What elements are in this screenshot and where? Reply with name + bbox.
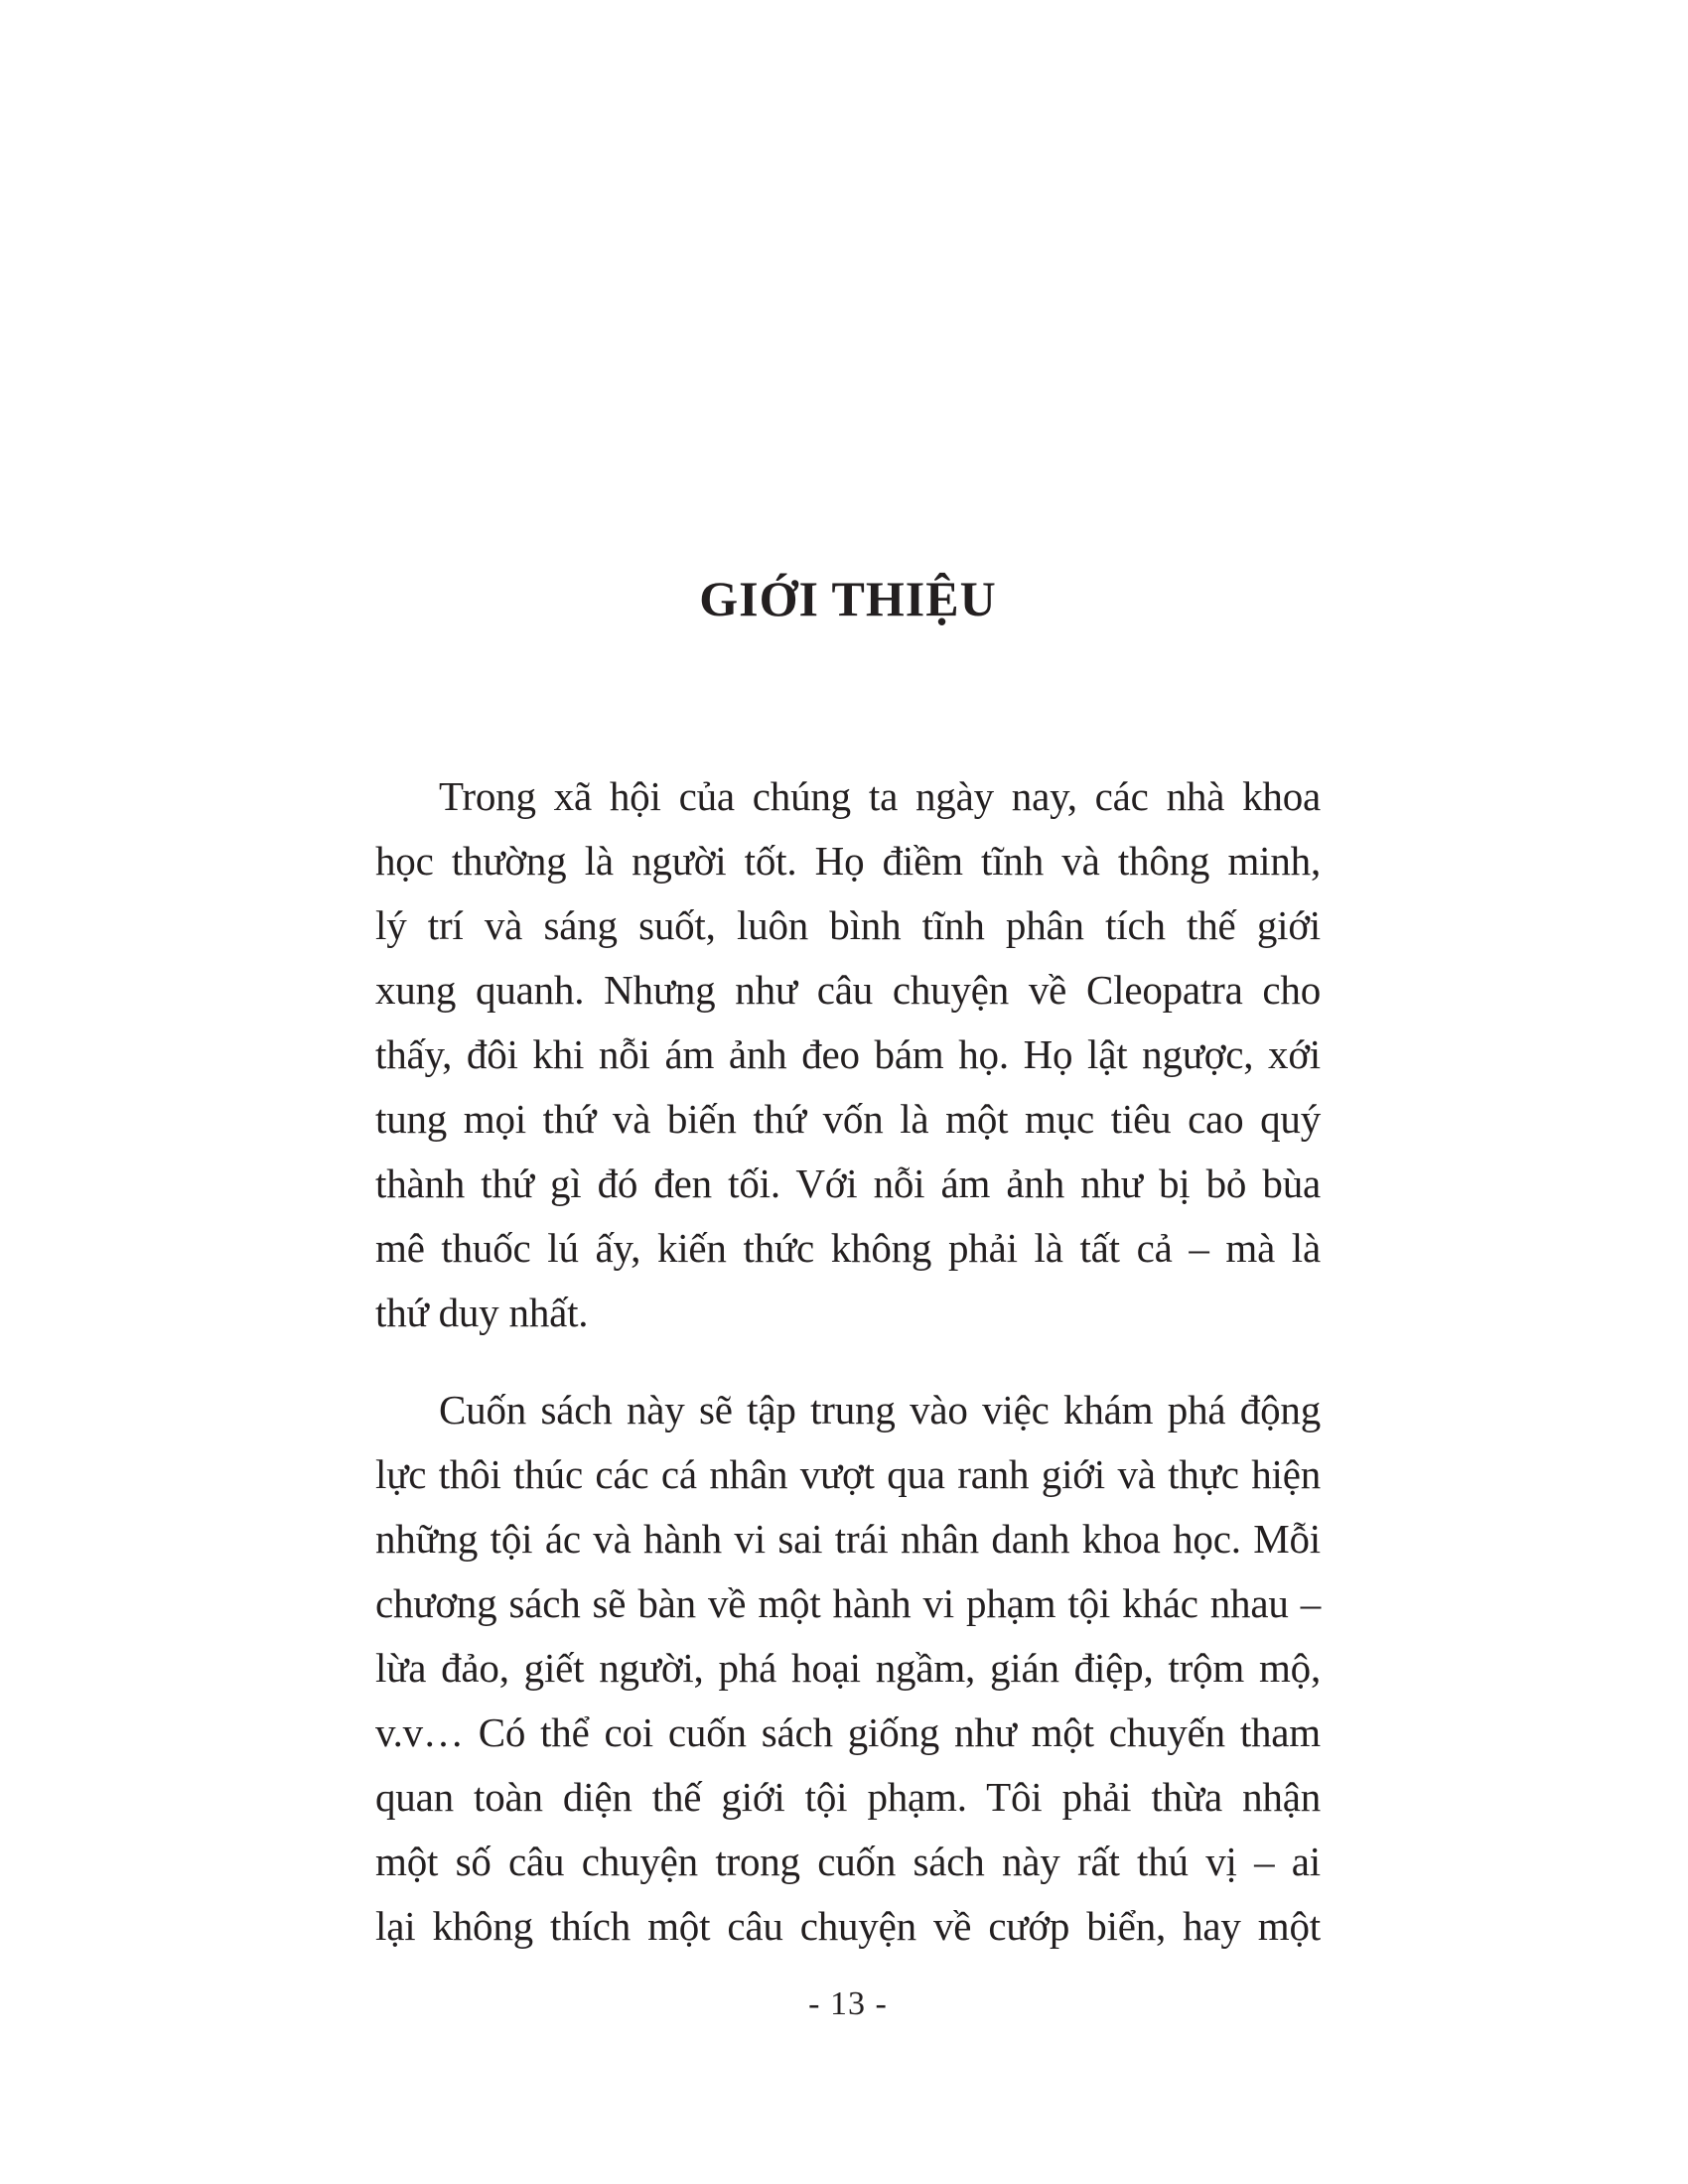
text-line: v.v… Có thể coi cuốn sách giống như một chuyến tham [375, 1709, 1321, 1755]
text-line: quan toàn diện thế giới tội phạm. Tôi phải thừa nhận [375, 1774, 1321, 1820]
text-line: Cuốn sách này sẽ tập trung vào việc khám phá động [439, 1387, 1321, 1433]
text-line: mê thuốc lú ấy, kiến thức không phải là tất cả – mà là [375, 1225, 1321, 1271]
text-line: lừa đảo, giết người, phá hoại ngầm, gián điệp, trộm mộ, [375, 1645, 1321, 1691]
page-number: - 13 - [808, 1985, 888, 2022]
text-line: học thường là người tốt. Họ điềm tĩnh và thông minh, [375, 838, 1321, 884]
text-line: một số câu chuyện trong cuốn sách này rất thú vị – ai [375, 1839, 1321, 1884]
paragraph-1 [375, 764, 1321, 1345]
paragraph-2 [375, 1378, 1321, 1959]
text-line: lý trí và sáng suốt, luôn bình tĩnh phân tích thế giới [375, 902, 1321, 948]
text-line: thứ duy nhất. [375, 1290, 589, 1335]
text-line: chương sách sẽ bàn về một hành vi phạm tội khác nhau – [375, 1580, 1321, 1626]
text-line: lại không thích một câu chuyện về cướp biển, hay một [375, 1903, 1321, 1949]
text-line: lực thôi thúc các cá nhân vượt qua ranh giới và thực hiện [375, 1451, 1321, 1497]
text-line: những tội ác và hành vi sai trái nhân danh khoa học. Mỗi [375, 1516, 1321, 1562]
text-line: Trong xã hội của chúng ta ngày nay, các nhà khoa [439, 773, 1321, 819]
text-line: tung mọi thứ và biến thứ vốn là một mục tiêu cao quý [375, 1096, 1321, 1142]
text-line: thành thứ gì đó đen tối. Với nỗi ám ảnh như bị bỏ bùa [375, 1160, 1321, 1206]
text-line: xung quanh. Nhưng như câu chuyện về Cleopatra cho [375, 967, 1321, 1013]
text-line: thấy, đôi khi nỗi ám ảnh đeo bám họ. Họ lật ngược, xới [375, 1031, 1321, 1077]
chapter-title: GIỚI THIỆU [699, 571, 997, 626]
